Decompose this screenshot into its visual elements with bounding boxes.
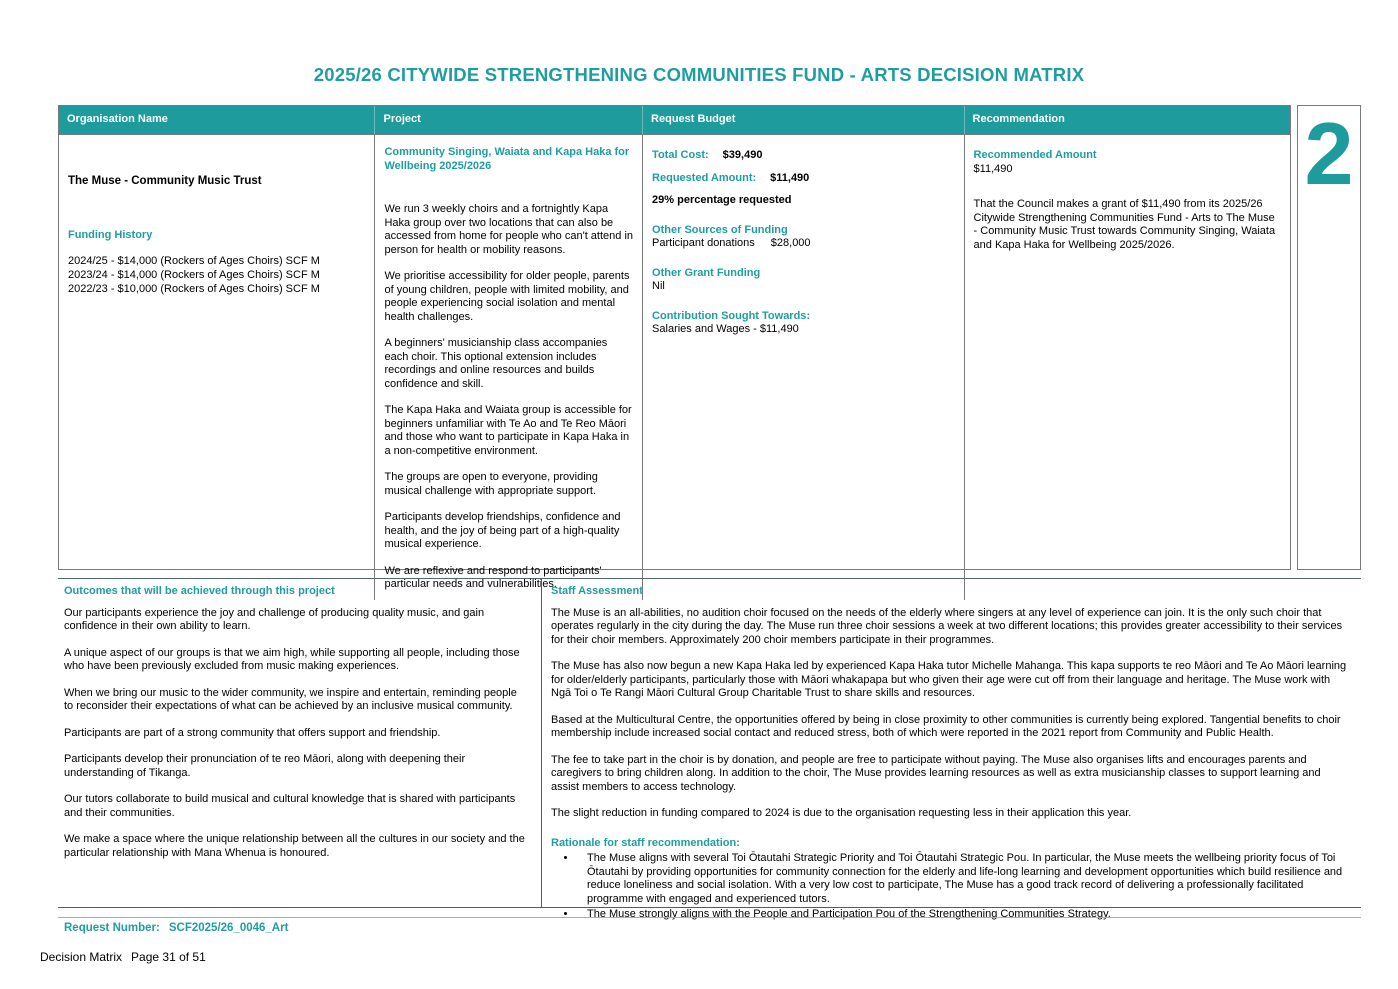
footer-document-name: Decision Matrix xyxy=(40,950,123,964)
outcomes-paragraph: When we bring our music to the wider community, we inspire and entertain, reminding people to reconsider their expectations of what can be achieved by an inclusive musical community. xyxy=(64,686,517,712)
requested-amount-label: Requested Amount: xyxy=(652,171,757,184)
project-paragraph: We prioritise accessibility for older people, parents of young children, people with limited mobility, and people experiencing social isolation and mental health challenges. xyxy=(384,270,630,323)
project-paragraph: The Kapa Haka and Waiata group is accessible for beginners unfamiliar with Te Ao and Te Reo Māori and those who want to participate in Kapa Haka in a non-competitive environment. xyxy=(384,404,632,457)
table-body-row xyxy=(59,134,1290,600)
recommended-amount-value: $11,490 xyxy=(973,162,1013,175)
rationale-title: Rationale for staff recommendation: xyxy=(551,836,740,849)
total-cost-label: Total Cost: xyxy=(652,149,709,161)
rationale-list xyxy=(567,852,1351,922)
outcomes-paragraph: Participants develop their pronunciation of te reo Māori, along with deepening their understanding of Tikanga. xyxy=(64,753,466,779)
header-organisation-name: Organisation Name xyxy=(59,106,375,134)
assessment-paragraph: The fee to take part in the choir is by donation, and people are free to participate without paying. The Muse also organises lifts and encourages parents and caregivers to bring children along. In addition to the choir, The Muse provides learning resources as well as extra musicianship classes to support learning and assist members to access technology. xyxy=(551,753,1321,793)
outcomes-assessment-section xyxy=(58,578,1361,920)
priority-score-cell xyxy=(1297,105,1361,570)
outcomes-title: Outcomes that will be achieved through this project xyxy=(64,585,335,597)
table-header-row xyxy=(59,106,1290,134)
priority-score: 2 xyxy=(1304,104,1354,203)
outcomes-paragraph: A unique aspect of our groups is that we aim high, while supporting all people, including those who have been previously excluded from music making experiences. xyxy=(64,646,520,672)
rationale-bullet: • The Muse strongly aligns with the People and Participation Pou of the Strengthening Communities Strategy. xyxy=(577,908,1351,922)
project-cell xyxy=(375,135,643,600)
other-grant-value: Nil xyxy=(652,280,665,292)
project-paragraph: The groups are open to everyone, providing musical challenge with appropriate support. xyxy=(384,471,598,497)
other-sources-line xyxy=(652,237,954,251)
footer-divider xyxy=(58,917,1361,918)
recommendation-cell xyxy=(965,135,1290,600)
project-paragraph: A beginners' musicianship class accompanies each choir. This optional extension includes recordings and online resources and builds confidence and skill. xyxy=(384,337,608,390)
project-title: Community Singing, Waiata and Kapa Haka for Wellbeing 2025/2026 xyxy=(384,146,630,172)
outcomes-paragraph: We make a space where the unique relationship between all the cultures in our society and the particular relationship with Mana Whenua is honoured. xyxy=(64,833,525,859)
request-number-label: Request Number: xyxy=(64,922,160,934)
project-paragraph: We are reflexive and respond to participants' particular needs and vulnerabilities. xyxy=(384,564,602,590)
request-budget-cell xyxy=(643,135,964,600)
other-sources-name: Participant donations xyxy=(652,237,755,249)
requested-amount-value: $11,490 xyxy=(770,171,810,184)
organisation-name: The Muse - Community Music Trust xyxy=(68,175,262,187)
header-recommendation: Recommendation xyxy=(972,113,1065,125)
funding-history-item: 2023/24 - $14,000 (Rockers of Ages Choirs) SCF M xyxy=(68,269,320,281)
percentage-requested-line: 29% percentage requested xyxy=(652,194,792,206)
outcomes-paragraph: Participants are part of a strong community that offers support and friendship. xyxy=(64,726,441,739)
document-footer xyxy=(40,950,206,964)
recommendation-text: That the Council makes a grant of $11,490 from its 2025/26 Citywide Strengthening Communities Fund - Arts to The Muse - Community Music Trust towards Community Singing, Waiata and Kapa Haka for Wellbeing 2025/2026. xyxy=(973,198,1276,251)
organisation-cell xyxy=(59,135,375,600)
contribution-label: Contribution Sought Towards: xyxy=(652,309,811,322)
total-cost-line xyxy=(652,149,954,163)
recommended-amount-label: Recommended Amount xyxy=(973,149,1097,161)
staff-assessment-title: Staff Assessment xyxy=(551,585,643,597)
total-cost-value: $39,490 xyxy=(722,149,763,161)
outcomes-paragraph: Our tutors collaborate to build musical and cultural knowledge that is shared with participants and their communities. xyxy=(64,793,516,819)
assessment-paragraph: The slight reduction in funding compared to 2024 is due to the organisation requesting less in their application this year. xyxy=(551,807,1132,819)
decision-matrix-table xyxy=(58,105,1291,590)
footer-page-number: Page 31 of 51 xyxy=(131,950,206,964)
request-number-value: SCF2025/26_0046_Art xyxy=(168,922,289,934)
outcomes-column xyxy=(58,579,542,907)
header-project: Project xyxy=(375,106,643,134)
funding-history-label: Funding History xyxy=(68,228,153,241)
funding-history-item: 2024/25 - $14,000 (Rockers of Ages Choirs) SCF M xyxy=(68,255,320,267)
requested-amount-line xyxy=(652,172,954,186)
page-title: 2025/26 CITYWIDE STRENGTHENING COMMUNITIES FUND - ARTS DECISION MATRIX xyxy=(313,64,1085,85)
project-paragraph: We run 3 weekly choirs and a fortnightly Kapa Haka group over two locations that can also be accessed from home for people who can't attend in person for health or mobility reasons. xyxy=(384,203,634,256)
assessment-paragraph: The Muse is an all-abilities, no audition choir focused on the needs of the elderly where singers at any level of experience can join. It is the only such choir that operates regularly in the city during the day. The Muse run three choir sessions a week at two different locations; this provides greater accessibility to their services for their choir members. Approximately 200 choir members participate in their programmes. xyxy=(551,606,1343,646)
other-sources-label: Other Sources of Funding xyxy=(652,223,788,236)
funding-history-item: 2022/23 - $10,000 (Rockers of Ages Choirs) SCF M xyxy=(68,283,320,295)
request-number xyxy=(64,922,288,934)
assessment-paragraph: Based at the Multicultural Centre, the opportunities offered by being in close proximity to other communities is currently being explored. Tangential benefits to choir membership include increased social contact and reduced stress, both of which were reported in the 2021 report from Community and Public Health. xyxy=(551,713,1341,739)
header-request-budget: Request Budget xyxy=(643,106,964,134)
staff-assessment-column xyxy=(542,579,1361,920)
project-paragraph: Participants develop friendships, confidence and health, and the joy of being part of a high-quality musical experience. xyxy=(384,511,621,550)
other-grant-label: Other Grant Funding xyxy=(652,266,761,279)
assessment-paragraph: The Muse has also now begun a new Kapa Haka led by experienced Kapa Haka tutor Michelle Mahanga. This kapa supports te reo Māori and Te Ao Māori learning for older/elderly participants, particularly those with Māori whakapapa but who given their age were cut off from their language and heritage. The Muse work with Ngā Toi o Te Rangi Māori Cultural Group Charitable Trust to share skills and resources. xyxy=(551,660,1347,699)
other-sources-value: $28,000 xyxy=(770,237,811,249)
rationale-bullet: • The Muse aligns with several Toi Ōtautahi Strategic Priority and Toi Ōtautahi Strategic Pou. In particular, the Muse meets the wellbeing priority focus of Toi Ōtautahi by providing opportunities for community connection for the elderly and life-long learning and development opportunities which build resilience and reduce loneliness and social isolation. With a very low cost to participate, The Muse has a good track record of delivering a professionally facilitated programme with engaged and experienced tutors. xyxy=(577,852,1351,906)
outcomes-paragraph: Our participants experience the joy and challenge of producing quality music, and gain confidence in their own ability to learn. xyxy=(64,606,485,632)
contribution-value: Salaries and Wages - $11,490 xyxy=(652,323,799,335)
